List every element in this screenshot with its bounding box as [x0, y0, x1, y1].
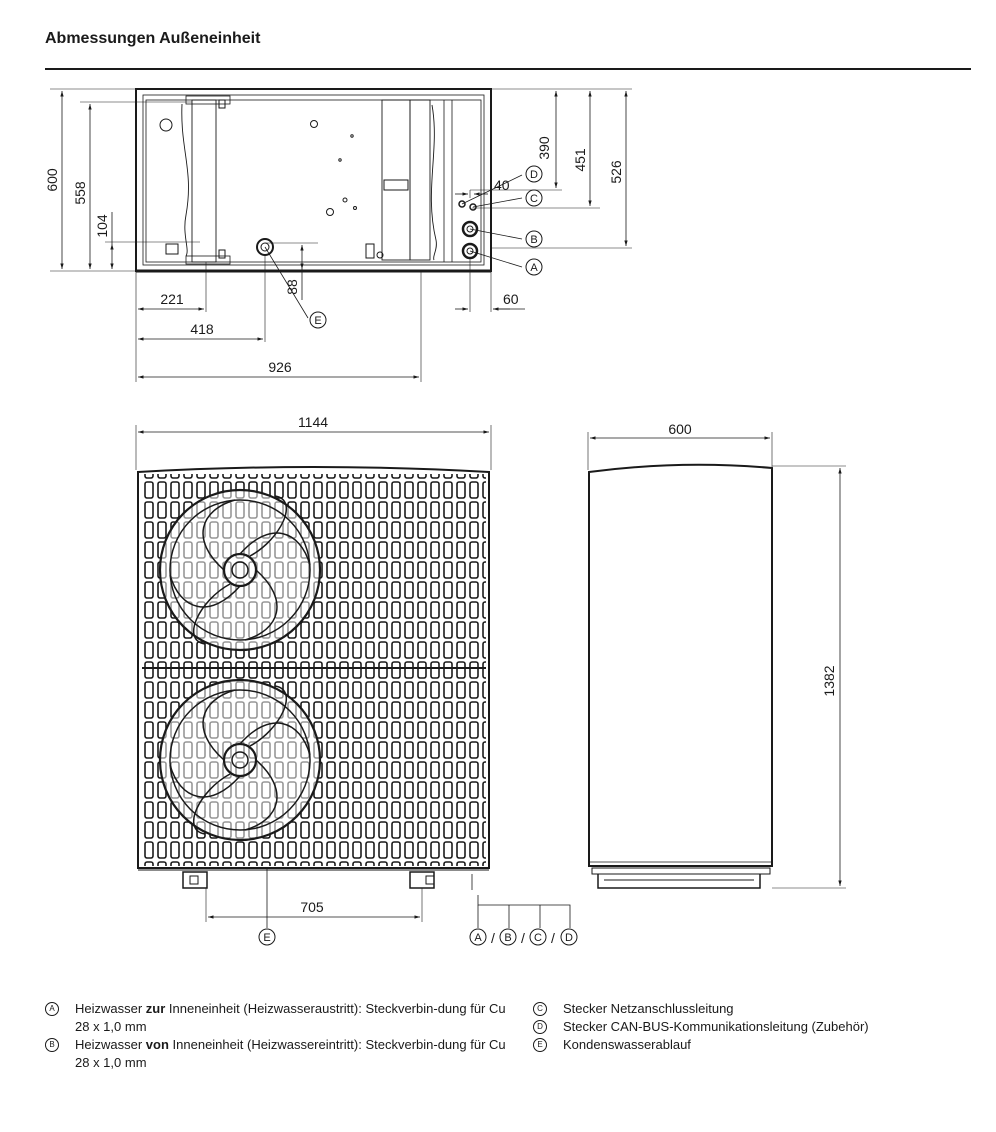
callout-E-label: E	[314, 315, 322, 327]
legend-badge-C: C	[533, 1002, 547, 1016]
dim-side-600-label: 600	[668, 421, 692, 437]
dim-104-label: 104	[94, 214, 110, 238]
front-callout-sep-3: /	[551, 930, 555, 946]
legend-item-C	[533, 1000, 973, 1018]
legend-badge-D: D	[533, 1020, 547, 1034]
top-view-housing	[136, 89, 491, 271]
dim-600-label: 600	[44, 168, 60, 192]
side-view-labels	[668, 421, 837, 697]
legend-item-A	[45, 1000, 515, 1036]
legend-B-pre: Heizwasser	[75, 1037, 146, 1052]
callout-C-label: C	[530, 193, 538, 205]
page-title: Abmessungen Außeneinheit	[45, 30, 261, 47]
dim-418-label: 418	[190, 321, 214, 337]
front-callout-sep-2: /	[521, 930, 525, 946]
callout-B-label: B	[530, 234, 538, 246]
dim-60-label: 60	[503, 291, 519, 307]
legend-D-text: Stecker CAN-BUS-Kommunikationsleitung (Zubehör)	[563, 1019, 869, 1034]
callout-A-label: A	[530, 262, 538, 274]
dim-558-label: 558	[72, 181, 88, 205]
legend-item-D	[533, 1018, 973, 1036]
dim-1382-label: 1382	[821, 665, 837, 697]
legend-badge-A: A	[45, 1002, 59, 1016]
dim-926-label: 926	[268, 359, 292, 375]
legend-item-B	[45, 1036, 515, 1072]
dim-88-label: 88	[284, 279, 300, 295]
front-callout-D-label: D	[565, 932, 573, 944]
legend-left	[45, 1000, 515, 1072]
upper-fan	[160, 490, 320, 650]
side-view	[588, 432, 846, 888]
front-callout-E-label: E	[263, 932, 271, 944]
legend-B-post: Inneneinheit (Heizwassereintritt): Steckverbin-dung für Cu 28 x 1,0 mm	[75, 1037, 506, 1070]
dim-705-label: 705	[300, 899, 324, 915]
dim-451-label: 451	[572, 148, 588, 172]
legend-badge-E: E	[533, 1038, 547, 1052]
legend-A-bold: zur	[145, 1001, 166, 1016]
front-view	[136, 425, 577, 945]
legend-A-post: Inneneinheit (Heizwasseraustritt): Steckverbin-dung für Cu 28 x 1,0 mm	[75, 1001, 506, 1034]
dim-390-label: 390	[536, 136, 552, 160]
lower-fan	[160, 680, 320, 840]
front-callout-A-label: A	[474, 932, 482, 944]
dim-40-label: 40	[494, 177, 510, 193]
dim-221-label: 221	[160, 291, 184, 307]
legend-E-text: Kondenswasserablauf	[563, 1037, 691, 1052]
legend-C-text: Stecker Netzanschlussleitung	[563, 1001, 734, 1016]
legend-right	[533, 1000, 973, 1054]
legend-item-E	[533, 1036, 973, 1054]
side-housing	[589, 465, 772, 866]
top-view-labels	[44, 136, 624, 375]
front-callout-C-label: C	[534, 932, 542, 944]
dim-526-label: 526	[608, 160, 624, 184]
dim-1144-label: 1144	[297, 414, 329, 430]
front-callout-sep-1: /	[491, 930, 495, 946]
front-callout-B-label: B	[504, 932, 512, 944]
top-view	[50, 89, 632, 382]
legend-A-pre: Heizwasser	[75, 1001, 146, 1016]
legend-B-bold: von	[145, 1037, 169, 1052]
callout-D-label: D	[530, 169, 538, 181]
legend-badge-B: B	[45, 1038, 59, 1052]
